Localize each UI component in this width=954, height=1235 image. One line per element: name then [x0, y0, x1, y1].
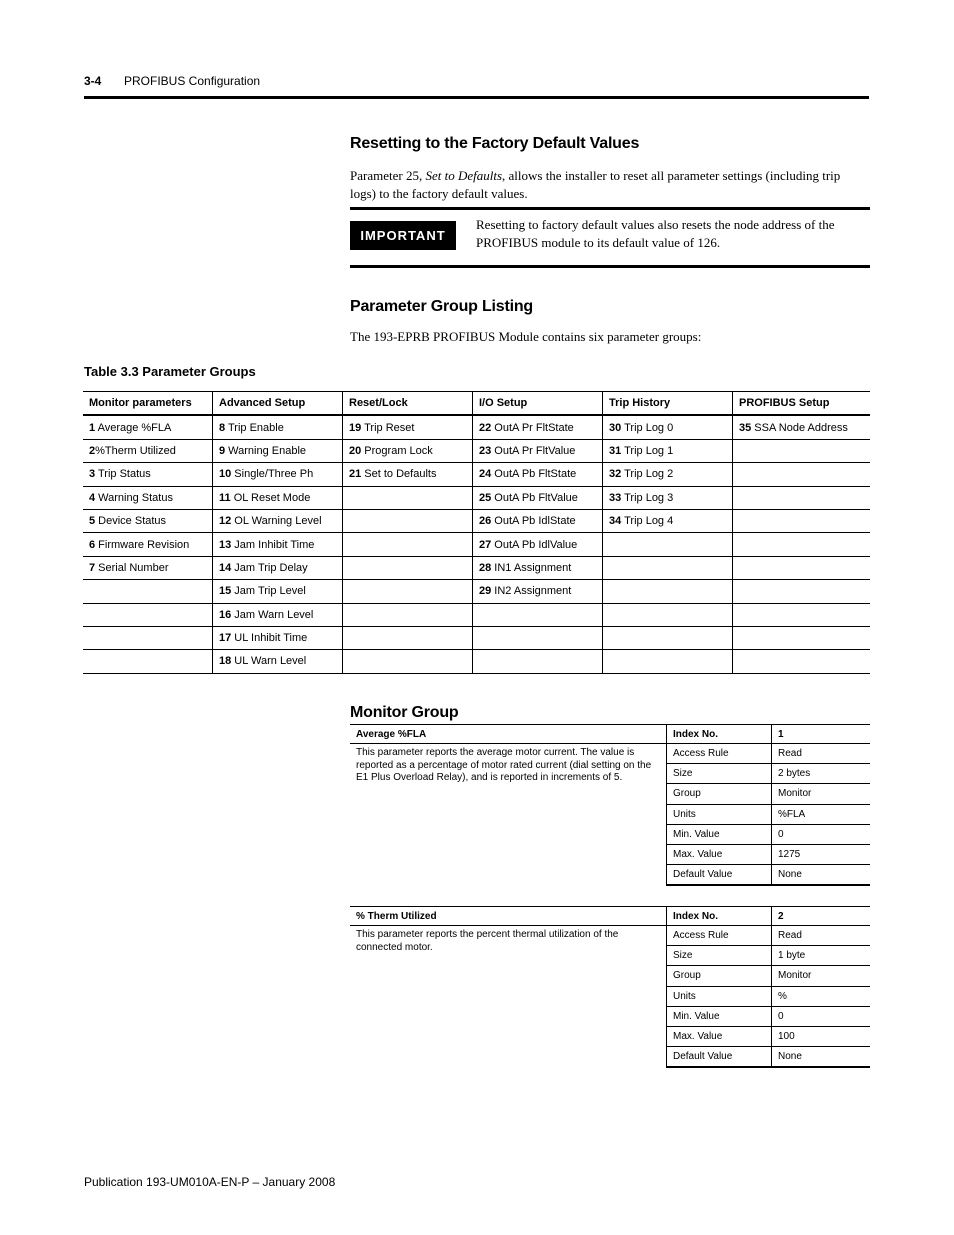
table-cell: [603, 533, 733, 556]
param-number: 6: [89, 538, 96, 551]
param-number: 30: [609, 421, 622, 434]
table-cell: [213, 439, 343, 462]
table-cell: [733, 580, 871, 603]
table-cell: [473, 580, 603, 603]
table-cell: [83, 509, 213, 532]
table-cell: [343, 580, 473, 603]
column-header: Trip History: [603, 392, 733, 416]
table-cell: [733, 650, 871, 673]
table-cell: [343, 626, 473, 649]
param-prop-row: [350, 926, 870, 946]
table-row: [83, 486, 870, 509]
column-header: PROFIBUS Setup: [733, 392, 871, 416]
param-description: This parameter reports the average motor current. The value is reported as a percentage of motor rated current (dial setting on the E1 Plus Overload Relay), and is reported in increments of 5.: [350, 744, 667, 886]
param-label: OutA Pb IdlState: [491, 515, 576, 528]
table-row: [83, 439, 870, 462]
param-label: Trip Enable: [225, 421, 284, 434]
param-number: 24: [479, 468, 492, 481]
param-number: 31: [609, 444, 622, 457]
listing-paragraph: The 193-EPRB PROFIBUS Module contains six parameter groups:: [350, 329, 702, 344]
param-number: 34: [609, 515, 622, 528]
param-table-average-fla: [350, 724, 870, 886]
table-cell: [83, 415, 213, 439]
table-cell: [473, 439, 603, 462]
table-cell: [343, 509, 473, 532]
table-row: [83, 509, 870, 532]
prop-value: 1275: [772, 844, 871, 864]
prop-value: 0: [772, 824, 871, 844]
prop-value: %: [772, 986, 871, 1006]
prop-value: Monitor: [772, 966, 871, 986]
table-cell: [83, 580, 213, 603]
publication-footer: Publication 193-UM010A-EN-P – January 2008: [84, 1175, 336, 1189]
param-label: Device Status: [95, 515, 167, 528]
table-cell: [603, 556, 733, 579]
table-cell: [733, 603, 871, 626]
column-header: Advanced Setup: [213, 392, 343, 416]
table-cell: [733, 439, 871, 462]
table-cell: [83, 626, 213, 649]
param-label: IN2 Assignment: [491, 585, 572, 598]
param-header-row: [350, 907, 870, 926]
param-label: OL Reset Mode: [230, 491, 311, 504]
prop-key: Max. Value: [667, 844, 772, 864]
table-cell: [343, 533, 473, 556]
table-cell: [343, 486, 473, 509]
table-cell: [733, 415, 871, 439]
table-cell: [603, 486, 733, 509]
param-name: Average %FLA: [350, 725, 667, 744]
param-label: OL Warning Level: [231, 515, 322, 528]
param-label: IN1 Assignment: [491, 561, 572, 574]
param-number: 20: [349, 444, 362, 457]
param-label: %Therm Utilized: [95, 444, 176, 457]
param-number: 8: [219, 421, 226, 434]
param-number: 29: [479, 585, 492, 598]
param-number: 32: [609, 468, 622, 481]
param-number: 33: [609, 491, 622, 504]
prop-value: Monitor: [772, 784, 871, 804]
param-label: Trip Log 4: [621, 515, 674, 528]
param-header-row: [350, 725, 870, 744]
param-number: 3: [89, 468, 96, 481]
prop-value: None: [772, 865, 871, 886]
param-number: 28: [479, 561, 492, 574]
table-cell: [473, 650, 603, 673]
table-caption: Table 3.3 Parameter Groups: [84, 364, 256, 379]
param-name: % Therm Utilized: [350, 907, 667, 926]
param-label: SSA Node Address: [751, 421, 848, 434]
table-row: [83, 556, 870, 579]
table-cell: [733, 509, 871, 532]
table-cell: [213, 415, 343, 439]
prop-value: 1 byte: [772, 946, 871, 966]
prop-key: Size: [667, 764, 772, 784]
param-number: 17: [219, 632, 232, 645]
table-cell: [213, 650, 343, 673]
param-label: OutA Pr FltState: [491, 421, 574, 434]
table-cell: [343, 439, 473, 462]
param-number: 9: [219, 444, 226, 457]
table-cell: [603, 415, 733, 439]
table-cell: [343, 415, 473, 439]
table-cell: [603, 626, 733, 649]
param-label: Trip Status: [95, 468, 151, 481]
column-header: Monitor parameters: [83, 392, 213, 416]
param-label: Average %FLA: [95, 421, 172, 434]
table-cell: [603, 603, 733, 626]
prop-key: Units: [667, 986, 772, 1006]
param-number: 25: [479, 491, 492, 504]
param-number: 35: [739, 421, 752, 434]
param-number: 13: [219, 538, 232, 551]
param-number: 7: [89, 561, 96, 574]
param-prop-row: [350, 744, 870, 764]
column-header: Reset/Lock: [343, 392, 473, 416]
param-label: Single/Three Ph: [231, 468, 314, 481]
param-number: 19: [349, 421, 362, 434]
table-cell: [473, 463, 603, 486]
param-label: Serial Number: [95, 561, 169, 574]
param-number: 18: [219, 655, 232, 668]
table-cell: [83, 603, 213, 626]
param-label: Warning Status: [95, 491, 173, 504]
param-label: Trip Log 2: [621, 468, 674, 481]
param-number: 12: [219, 515, 232, 528]
page-number: 3-4: [84, 74, 102, 88]
reset-para-param-name: Set to Defaults: [425, 168, 502, 183]
prop-value: 0: [772, 1006, 871, 1026]
prop-key: Access Rule: [667, 926, 772, 946]
running-header-title: PROFIBUS Configuration: [124, 74, 261, 88]
table-row: [83, 626, 870, 649]
param-label: OutA Pb IdlValue: [491, 538, 578, 551]
important-text: Resetting to factory default values also resets the node address of the PROFIBUS module to its default value of 126.: [476, 217, 835, 250]
prop-key: Default Value: [667, 1047, 772, 1068]
param-label: Jam Inhibit Time: [231, 538, 315, 551]
table-cell: [733, 486, 871, 509]
param-number: 1: [89, 421, 96, 434]
table-cell: [83, 463, 213, 486]
important-bottom-rule: [350, 265, 870, 268]
table-row: [83, 580, 870, 603]
param-label: UL Warn Level: [231, 655, 307, 668]
table-cell: [603, 463, 733, 486]
table-cell: [733, 626, 871, 649]
param-number: 14: [219, 561, 232, 574]
table-cell: [343, 650, 473, 673]
prop-key: Units: [667, 804, 772, 824]
prop-key: Min. Value: [667, 1006, 772, 1026]
param-label: OutA Pb FltState: [491, 468, 577, 481]
prop-value: %FLA: [772, 804, 871, 824]
table-cell: [603, 439, 733, 462]
table-cell: [213, 533, 343, 556]
param-label: UL Inhibit Time: [231, 632, 308, 645]
table-cell: [473, 486, 603, 509]
prop-key: Access Rule: [667, 744, 772, 764]
table-cell: [83, 650, 213, 673]
table-cell: [603, 650, 733, 673]
monitor-heading: Monitor Group: [350, 704, 459, 721]
table-cell: [603, 580, 733, 603]
table-row: [83, 533, 870, 556]
table-cell: [213, 463, 343, 486]
table-cell: [213, 486, 343, 509]
important-label: IMPORTANT: [350, 221, 456, 250]
reset-para-pre: Parameter 25,: [350, 168, 426, 183]
table-cell: [733, 556, 871, 579]
param-number: 5: [89, 515, 96, 528]
reset-paragraph: [350, 167, 860, 202]
reset-heading: Resetting to the Factory Default Values: [350, 135, 640, 152]
param-label: OutA Pr FltValue: [491, 444, 576, 457]
prop-key: Default Value: [667, 865, 772, 886]
table-cell: [473, 603, 603, 626]
table-cell: [213, 509, 343, 532]
table-cell: [213, 580, 343, 603]
table-header-row: [83, 392, 870, 416]
param-label: Trip Log 3: [621, 491, 674, 504]
table-cell: [83, 556, 213, 579]
prop-key: Min. Value: [667, 824, 772, 844]
index-value: 1: [772, 725, 871, 744]
table-cell: [473, 415, 603, 439]
param-number: 22: [479, 421, 492, 434]
param-label: Jam Trip Level: [231, 585, 306, 598]
table-row: [83, 463, 870, 486]
param-label: Warning Enable: [225, 444, 307, 457]
param-label: Trip Reset: [361, 421, 415, 434]
param-label: Jam Trip Delay: [231, 561, 308, 574]
table-cell: [343, 556, 473, 579]
param-number: 26: [479, 515, 492, 528]
table-cell: [213, 603, 343, 626]
table-row: [83, 603, 870, 626]
param-label: Program Lock: [361, 444, 433, 457]
table-cell: [213, 556, 343, 579]
table-cell: [473, 556, 603, 579]
prop-value: Read: [772, 926, 871, 946]
prop-key: Max. Value: [667, 1026, 772, 1046]
param-table-therm-utilized: [350, 906, 870, 1068]
param-number: 23: [479, 444, 492, 457]
param-number: 15: [219, 585, 232, 598]
prop-key: Group: [667, 784, 772, 804]
reset-para-post: , allows the installer to reset all parameter settings (including trip logs) to the factory default values.: [350, 168, 841, 201]
table-cell: [83, 486, 213, 509]
prop-value: 100: [772, 1026, 871, 1046]
param-label: Set to Defaults: [361, 468, 437, 481]
param-label: Jam Warn Level: [231, 608, 314, 621]
prop-key: Group: [667, 966, 772, 986]
table-row: [83, 415, 870, 439]
param-label: Trip Log 1: [621, 444, 674, 457]
param-label: Trip Log 0: [621, 421, 674, 434]
param-number: 21: [349, 468, 362, 481]
column-header: I/O Setup: [473, 392, 603, 416]
param-label: OutA Pb FltValue: [491, 491, 578, 504]
param-label: Firmware Revision: [95, 538, 190, 551]
table-cell: [603, 509, 733, 532]
table-cell: [473, 533, 603, 556]
table-cell: [473, 626, 603, 649]
index-label: Index No.: [667, 725, 772, 744]
table-cell: [733, 533, 871, 556]
index-label: Index No.: [667, 907, 772, 926]
param-number: 16: [219, 608, 232, 621]
prop-value: None: [772, 1047, 871, 1068]
param-description: This parameter reports the percent thermal utilization of the connected motor.: [350, 926, 667, 1068]
index-value: 2: [772, 907, 871, 926]
table-cell: [473, 509, 603, 532]
table-cell: [733, 463, 871, 486]
parameter-groups-table: [83, 391, 870, 674]
param-number: 2: [89, 444, 96, 457]
param-number: 27: [479, 538, 492, 551]
table-cell: [343, 603, 473, 626]
prop-key: Size: [667, 946, 772, 966]
table-cell: [213, 626, 343, 649]
param-number: 10: [219, 468, 232, 481]
param-number: 11: [219, 491, 231, 504]
header-rule: [84, 96, 869, 99]
table-cell: [343, 463, 473, 486]
table-row: [83, 650, 870, 673]
listing-heading: Parameter Group Listing: [350, 298, 533, 315]
prop-value: 2 bytes: [772, 764, 871, 784]
param-number: 4: [89, 491, 96, 504]
important-top-rule: [350, 207, 870, 210]
table-cell: [83, 533, 213, 556]
prop-value: Read: [772, 744, 871, 764]
table-cell: [83, 439, 213, 462]
